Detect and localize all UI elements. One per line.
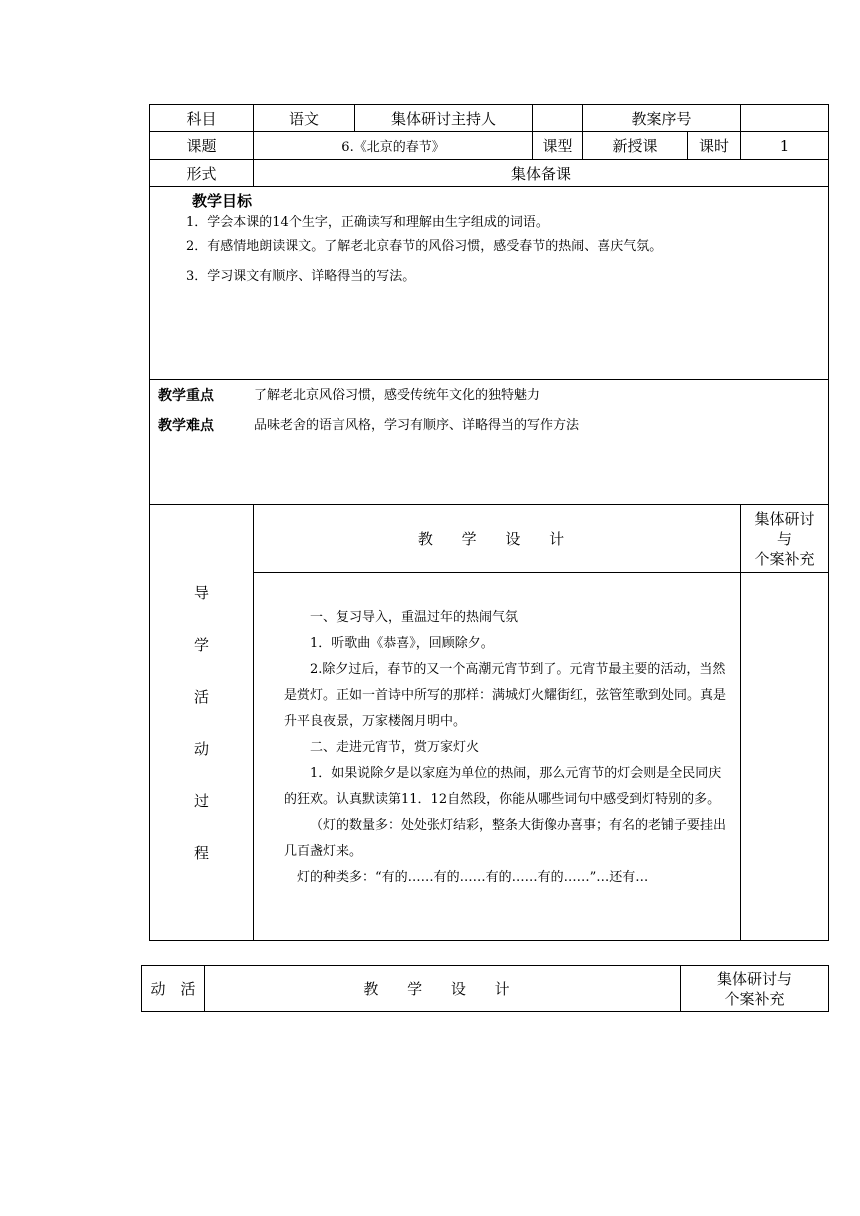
- focus-value: 了解老北京风俗习惯，感受传统年文化的独特魅力: [254, 388, 541, 403]
- vertical-char: 导: [193, 584, 209, 602]
- goals-title: 教学目标: [192, 192, 253, 210]
- difficulty-label: 教学难点: [158, 418, 214, 434]
- design-paragraph: 一、复习导入，重温过年的热闹气氛: [310, 610, 519, 625]
- teaching-goals: [150, 187, 829, 380]
- plan-no-value: [741, 105, 829, 132]
- form-value: 集体备课: [254, 160, 829, 187]
- period-value: 1: [741, 132, 829, 160]
- period-label: 课时: [688, 132, 741, 160]
- process-vertical-label: [150, 505, 254, 941]
- goal-item: 3．学习课文有顺序、详略得当的写法。: [186, 269, 416, 284]
- aside-header-line: 集体研讨: [754, 509, 815, 528]
- vertical-char: 程: [193, 844, 209, 862]
- design-paragraph: 灯的种类多：“有的……有的……有的……有的……”…还有…: [297, 870, 649, 885]
- aside-header-line: 个案补充: [754, 549, 815, 568]
- goal-item: 1．学会本课的14个生字，正确读写和理解由生字组成的词语。: [186, 215, 549, 230]
- continuation-design-header: 教 学 设 计: [205, 966, 681, 1012]
- topic-label: 课题: [150, 132, 254, 160]
- plan-no-label: 教案序号: [583, 105, 741, 132]
- form-label: 形式: [150, 160, 254, 187]
- vertical-char: 学: [193, 636, 209, 654]
- aside-header: [741, 505, 829, 573]
- continuation-aside-header: [681, 966, 829, 1012]
- continuation-left-label: 动 活: [142, 966, 205, 1012]
- lesson-plan-table: [149, 104, 829, 941]
- vertical-char: 活: [193, 688, 209, 706]
- difficulty-row: [158, 416, 828, 436]
- aside-header-line: 个案补充: [724, 989, 785, 1008]
- difficulty-value: 品味老舍的语言风格，学习有顺序、详略得当的写作方法: [254, 418, 580, 433]
- focus-label: 教学重点: [158, 388, 214, 404]
- continuation-table: [141, 965, 829, 1012]
- design-paragraph: 1．听歌曲《恭喜》，回顾除夕。: [310, 636, 494, 651]
- topic-value: 6.《北京的春节》: [254, 132, 533, 160]
- design-paragraph: 1．如果说除夕是以家庭为单位的热闹，那么元宵节的灯会则是全民同庆的狂欢。认真默读第11．12自然段，你能从哪些词句中感受到灯特别的多。: [284, 766, 722, 807]
- aside-content: [741, 573, 829, 941]
- type-value: 新授课: [583, 132, 688, 160]
- design-paragraph: （灯的数量多：处处张灯结彩，整条大街像办喜事；有名的老铺子要挂出几百盏灯来。: [284, 818, 727, 859]
- host-value: [533, 105, 583, 132]
- focus-row: [158, 386, 828, 406]
- key-points: [150, 380, 829, 505]
- aside-header-line: 与: [777, 529, 793, 548]
- design-content: [254, 573, 741, 941]
- aside-header-line: 集体研讨与: [716, 969, 792, 988]
- type-label: 课型: [533, 132, 583, 160]
- host-label: 集体研讨主持人: [355, 105, 533, 132]
- subject-label: 科目: [150, 105, 254, 132]
- design-paragraph: 二、走进元宵节，赏万家灯火: [310, 740, 480, 755]
- vertical-char: 过: [193, 792, 209, 810]
- design-header: 教 学 设 计: [254, 505, 741, 573]
- design-paragraph: 2.除夕过后，春节的又一个高潮元宵节到了。元宵节最主要的活动，当然是赏灯。正如一首诗中所写的那样：满城灯火耀街红，弦管笙歌到处同。真是升平良夜景，万家楼阁月明中。: [284, 662, 727, 729]
- goal-item: 2．有感情地朗读课文。了解老北京春节的风俗习惯，感受春节的热闹、喜庆气氛。: [186, 239, 663, 254]
- vertical-char: 动: [193, 740, 209, 758]
- subject-value: 语文: [254, 105, 355, 132]
